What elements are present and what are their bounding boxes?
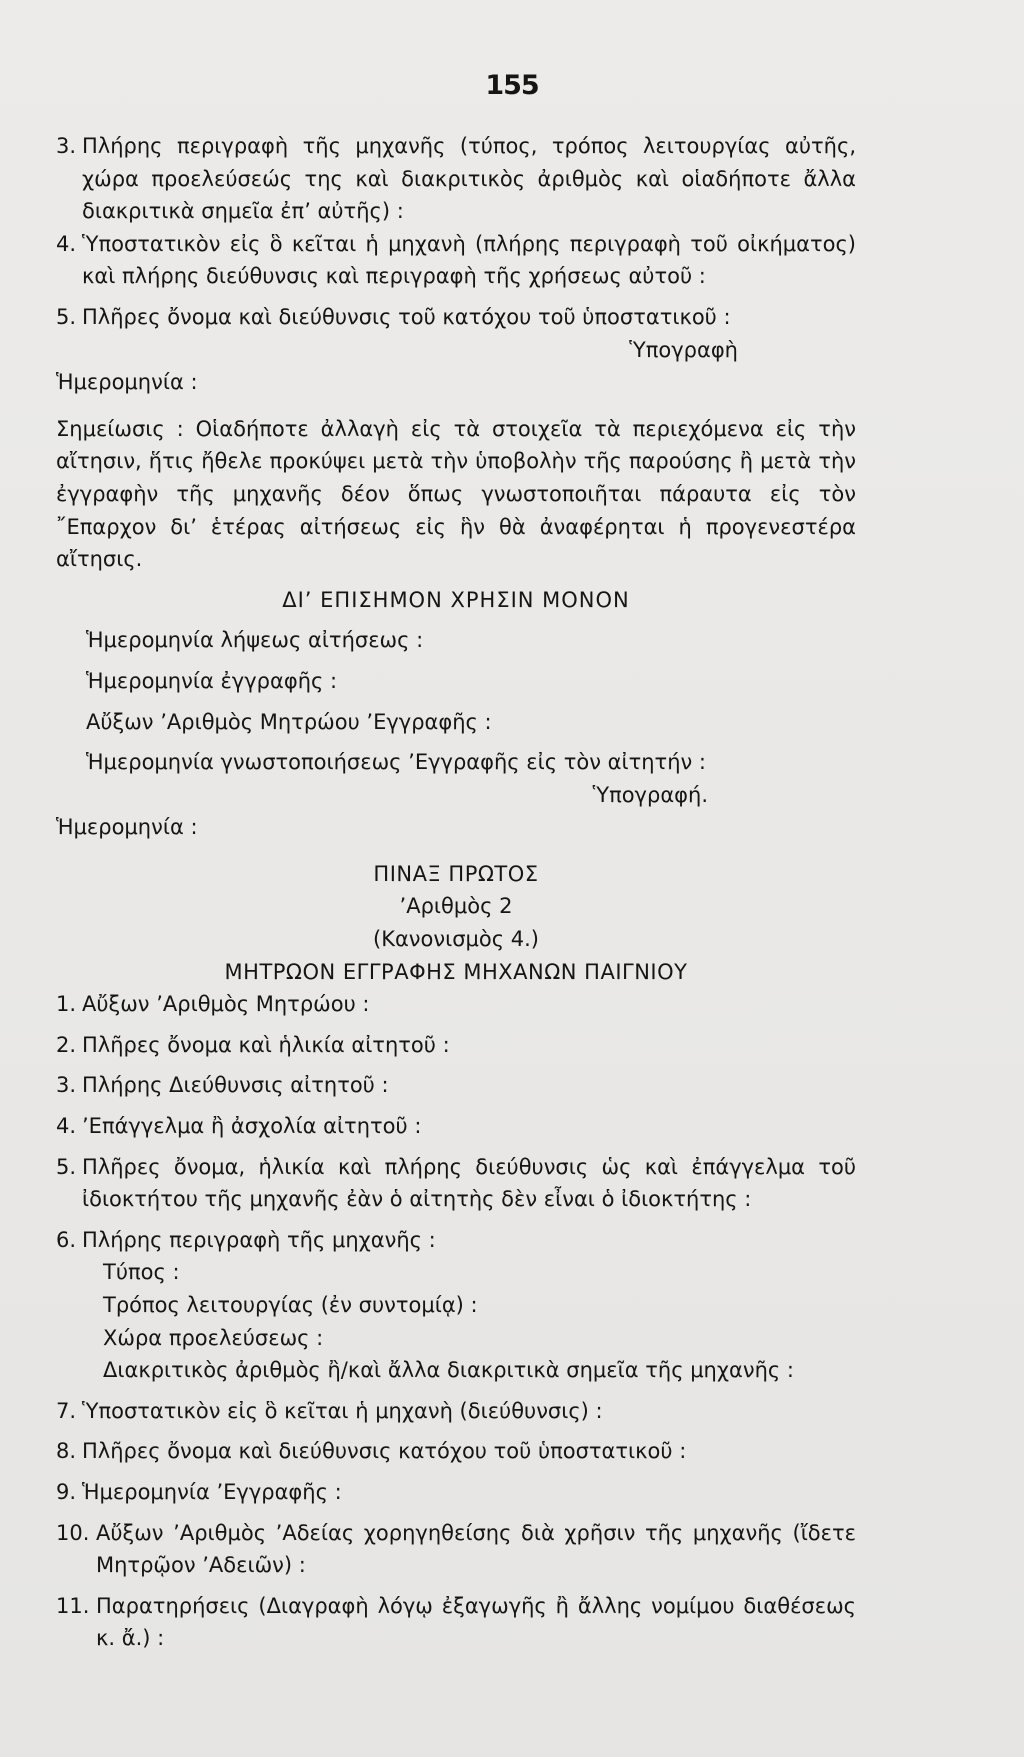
note-paragraph: Σημείωσις : Οἱαδήποτε ἀλλαγὴ εἰς τὰ στοιχεῖα τὰ περιεχόμενα εἰς τὴν αἴτησιν, ἥτις ἤθελε προκύψει μετὰ τὴν ὑποβολὴν τῆς παρούσης ἢ μετὰ τὴν ἐγγραφὴν τῆς μηχανῆς δέον ὅπως γνωστοποιῆται πάραυτα εἰς τὸν ῎Επαρχον δι’ ἑτέρας αἰτήσεως εἰς ἣν θὰ ἀναφέρηται ἡ προγενεστέρα αἴτησις. [56,416,856,572]
item-number: 6. [56,1227,77,1252]
item-number: 8. [56,1439,77,1464]
list-item [56,301,856,334]
list-item [56,1517,856,1582]
list-item [56,1435,856,1468]
item-text: Πλήρης Διεύθυνσις αἰτητοῦ : [82,1073,389,1098]
item-number: 7. [56,1398,77,1423]
item-text: ’Επάγγελμα ἢ ἀσχολία αἰτητοῦ : [82,1114,422,1139]
sub-field: Διακριτικὸς ἀριθμὸς ἢ/καὶ ἄλλα διακριτικὰ σημεῖα τῆς μηχανῆς : [103,1358,794,1383]
item-number: 4. [56,231,77,256]
list-item [56,1395,856,1428]
item-number: 3. [56,1073,77,1098]
item-text: Πλῆρες ὄνομα καὶ διεύθυνσις κατόχου τοῦ ὑποστατικοῦ : [82,1439,687,1464]
signature-label: Ὑπογραφὴ [629,337,738,362]
table-title: ΠΙΝΑΞ ΠΡΩΤΟΣ [373,861,539,886]
item-text: Παρατηρήσεις (Διαγραφὴ λόγῳ ἐξαγωγῆς ἢ ἄλλης νομίμου διαθέσεως κ. ἄ.) : [96,1593,856,1651]
register-heading: ΜΗΤΡΩΟΝ ΕΓΓΡΑΦΗΣ ΜΗΧΑΝΩΝ ΠΑΙΓΝΙΟΥ [224,959,688,984]
item-text: Αὔξων ’Αριθμὸς ’Αδείας χορηγηθείσης διὰ χρῆσιν τῆς μηχανῆς (ἴδετε Μητρῷον ’Αδειῶν) : [96,1520,856,1578]
register-items [56,988,856,1256]
list-item [56,1590,856,1655]
item-text: Αὔξων ’Αριθμὸς Μητρώου : [82,992,370,1017]
official-field: Αὔξων ’Αριθμὸς Μητρώου ’Εγγραφῆς : [86,709,492,734]
list-item [56,228,856,293]
date-label: Ἡμερομηνία : [56,815,198,840]
item-number: 11. [56,1593,90,1618]
item-text: Πλήρης περιγραφὴ τῆς μηχανῆς : [82,1227,436,1252]
item-text: Πλῆρες ὄνομα, ἡλικία καὶ πλήρης διεύθυνσις ὡς καὶ ἐπάγγελμα τοῦ ἰδιοκτήτου τῆς μηχανῆς ἐὰν ὁ αἰτητὴς δὲν εἶναι ὁ ἰδιοκτήτης : [82,1154,856,1212]
table-number: ’Αριθμὸς 2 [399,894,513,919]
page-number: 155 [485,70,539,101]
official-field: Ἡμερομηνία ἐγγραφῆς : [86,668,338,693]
list-item [56,1476,856,1509]
official-field: Ἡμερομηνία γνωστοποιήσεως ’Εγγραφῆς εἰς τὸν αἰτητήν : [86,750,706,775]
item-number: 5. [56,304,77,329]
signature-label: Ὑπογραφή. [592,782,708,807]
item-number: 2. [56,1032,77,1057]
list-item [56,988,856,1021]
item-number: 3. [56,134,77,158]
item-text: Ἡμερομηνία ’Εγγραφῆς : [82,1479,342,1504]
list-item [56,1029,856,1062]
list-item [56,1151,856,1216]
list-item [56,130,856,228]
date-label: Ἡμερομηνία : [56,370,198,395]
list-item [56,1224,856,1257]
item-number: 9. [56,1479,77,1504]
sub-field: Τύπος : [103,1260,180,1285]
sub-field: Χώρα προελεύσεως : [103,1325,324,1350]
item-text: Πλήρης περιγραφὴ τῆς μηχανῆς (τύπος, τρόπος λειτουργίας αὐτῆς, χώρα προελεύσεώς της καὶ διακριτικὸς ἀριθμὸς καὶ οἱαδήποτε ἄλλα διακριτικὰ σημεῖα ἐπ’ αὐτῆς) : [82,134,856,224]
list-item [56,1110,856,1143]
item-text: Ὑποστατικὸν εἰς ὃ κεῖται ἡ μηχανὴ (διεύθυνσις) : [82,1398,603,1423]
item-text: Πλῆρες ὄνομα καὶ ἡλικία αἰτητοῦ : [82,1032,450,1057]
official-use-heading: ΔΙ’ ΕΠΙΣΗΜΟΝ ΧΡΗΣΙΝ ΜΟΝΟΝ [282,587,630,612]
item-text: Ὑποστατικὸν εἰς ὃ κεῖται ἡ μηχανὴ (πλήρης περιγραφὴ τοῦ οἰκήματος) καὶ πλήρης διεύθυνσις καὶ περιγραφὴ τῆς χρήσεως αὐτοῦ : [82,231,856,289]
sub-field: Τρόπος λειτουργίας (ἐν συντομίᾳ) : [103,1293,478,1317]
item-number: 5. [56,1154,77,1179]
list-item [56,1069,856,1102]
table-rule: (Κανονισμὸς 4.) [373,927,539,952]
item-number: 1. [56,992,77,1017]
item-number: 4. [56,1114,77,1139]
item-text: Πλῆρες ὄνομα καὶ διεύθυνσις τοῦ κατόχου τοῦ ὑποστατικοῦ : [82,304,731,329]
item-number: 10. [56,1520,90,1545]
official-field: Ἡμερομηνία λήψεως αἰτήσεως : [86,628,424,653]
page-content [56,130,856,1655]
